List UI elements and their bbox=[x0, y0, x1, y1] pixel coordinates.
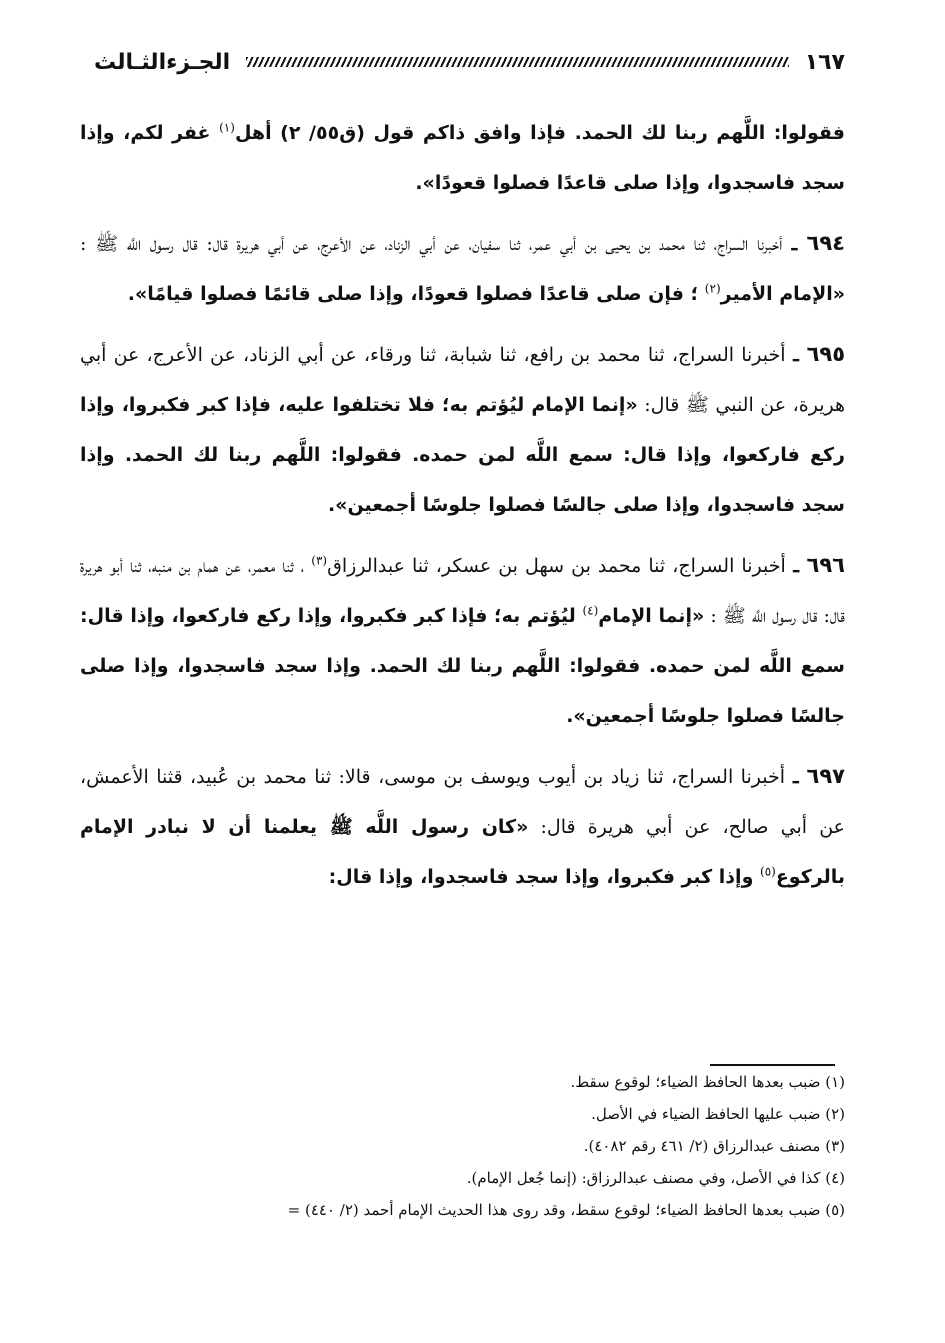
hadith-text: ؛ فإن صلى قاعدًا فصلوا قعودًا، وإذا صلى قائمًا فصلوا قيامًا». bbox=[127, 283, 705, 305]
hadith-text: «الإمام الأمير bbox=[720, 283, 845, 305]
footnote-4: (٤) كذا في الأصل، وفي مصنف عبدالرزاق: (إنما جُعل الإمام). bbox=[466, 1169, 845, 1187]
footnote-2: (٢) ضبب عليها الحافظ الضياء في الأصل. bbox=[591, 1105, 845, 1123]
footnote-marker: (١) bbox=[219, 120, 235, 135]
hadith-paragraph-٦٩٤ bbox=[80, 218, 845, 319]
hadith-paragraph-٦٩٦ bbox=[80, 540, 845, 741]
hadith-text: ليُؤتم به؛ فإذا كبر فكبروا، وإذا ركع فاركعوا، وإذا قال: سمع اللَّه لمن حمده. فقولوا: اللَّهم ربنا لك الحمد. وإذا سجد فاسجدوا، وإذا صلى جالسًا فصلوا جلوسًا أجمعين». bbox=[80, 605, 845, 727]
number-dash: ـ bbox=[785, 555, 807, 577]
isnad-text: أخبرنا السراج، ثنا محمد بن سهل بن عسكر، ثنا عبدالرزاق bbox=[327, 555, 786, 577]
number-dash: ـ bbox=[782, 233, 807, 255]
isnad-text: ، ثنا معمر، عن همام بن منبه، ثنا أبو هريرة قال: قال رسول اللَّه ﷺ : bbox=[80, 555, 845, 627]
hadith-text: غفر لكم، وإذا سجد فاسجدوا، وإذا صلى قاعدًا فصلوا قعودًا». bbox=[80, 122, 845, 194]
footnote-marker: (٣) bbox=[311, 553, 328, 568]
hadith-text: «إنما الإمام ليُؤتم به؛ فلا تختلفوا عليه، فإذا كبر فكبروا، وإذا ركع فاركعوا، وإذا قال: سمع اللَّه لمن حمده. فقولوا: اللَّهم ربنا لك الحمد. وإذا سجد فاسجدوا، وإذا صلى جالسًا فصلوا جلوسًا أجمعين». bbox=[80, 394, 845, 516]
isnad-text: أخبرنا السراج، ثنا محمد بن يحيى بن أبي عمر، ثنا سفيان، عن أبي الزناد، عن الأعرج، عن أبي هريرة قال: قال رسول اللَّه ﷺ : bbox=[80, 233, 783, 255]
footnote-marker: (٤) bbox=[582, 603, 599, 618]
footnote-1: (١) ضبب بعدها الحافظ الضياء؛ لوقوع سقط. bbox=[570, 1073, 845, 1091]
hadith-paragraph-٦٩٥ bbox=[80, 329, 845, 530]
isnad-text: أخبرنا السراج، ثنا محمد بن رافع، ثنا شبابة، ثنا ورقاء، عن أبي الزناد، عن الأعرج، عن أبي هريرة، عن النبي ﷺ قال: bbox=[80, 344, 845, 416]
footnote-marker: (٢) bbox=[704, 281, 721, 296]
page-number: ١٦٧ bbox=[804, 49, 845, 75]
hadith-number: ٦٩٤ bbox=[806, 231, 845, 255]
hadith-number: ٦٩٧ bbox=[806, 764, 845, 788]
footnote-5: (٥) ضبب بعدها الحافظ الضياء؛ لوقوع سقط، وقد روى هذا الحديث الإمام أحمد (٢/ ٤٤٠) = bbox=[287, 1201, 845, 1219]
hadith-text: فقولوا: اللَّهم ربنا لك الحمد. فإذا وافق ذاكم قول (ق٥٥/ ٢) أهل bbox=[234, 122, 845, 144]
hadith-text: «كان رسول اللَّه ﷺ يعلمنا أن لا نبادر الإمام بالركوع bbox=[80, 816, 845, 888]
page-header bbox=[80, 40, 845, 84]
number-dash: ـ bbox=[784, 766, 807, 788]
hadith-number: ٦٩٥ bbox=[806, 342, 846, 366]
hadith-number: ٦٩٦ bbox=[806, 553, 845, 577]
hadith-text: وإذا كبر فكبروا، وإذا سجد فاسجدوا، وإذا قال: bbox=[328, 866, 760, 888]
main-text bbox=[80, 108, 845, 912]
number-dash: ـ bbox=[785, 344, 807, 366]
footnote-3: (٣) مصنف عبدالرزاق (٢/ ٤٦١ رقم ٤٠٨٢). bbox=[583, 1137, 845, 1155]
hadith-text: «إنما الإمام bbox=[598, 605, 705, 627]
continuation-paragraph bbox=[80, 108, 845, 208]
volume-title: الجـزءالثـالث bbox=[94, 49, 231, 75]
footnotes bbox=[80, 1066, 845, 1226]
footnote-marker: (٥) bbox=[760, 864, 776, 879]
header-rule bbox=[246, 57, 788, 67]
isnad-text: أخبرنا السراج، ثنا زياد بن أيوب ويوسف بن موسى، قالا: ثنا محمد بن عُبيد، قثنا الأعمش، عن أبي صالح، عن أبي هريرة قال: bbox=[80, 766, 845, 838]
hadith-paragraph-٦٩٧ bbox=[80, 751, 845, 902]
